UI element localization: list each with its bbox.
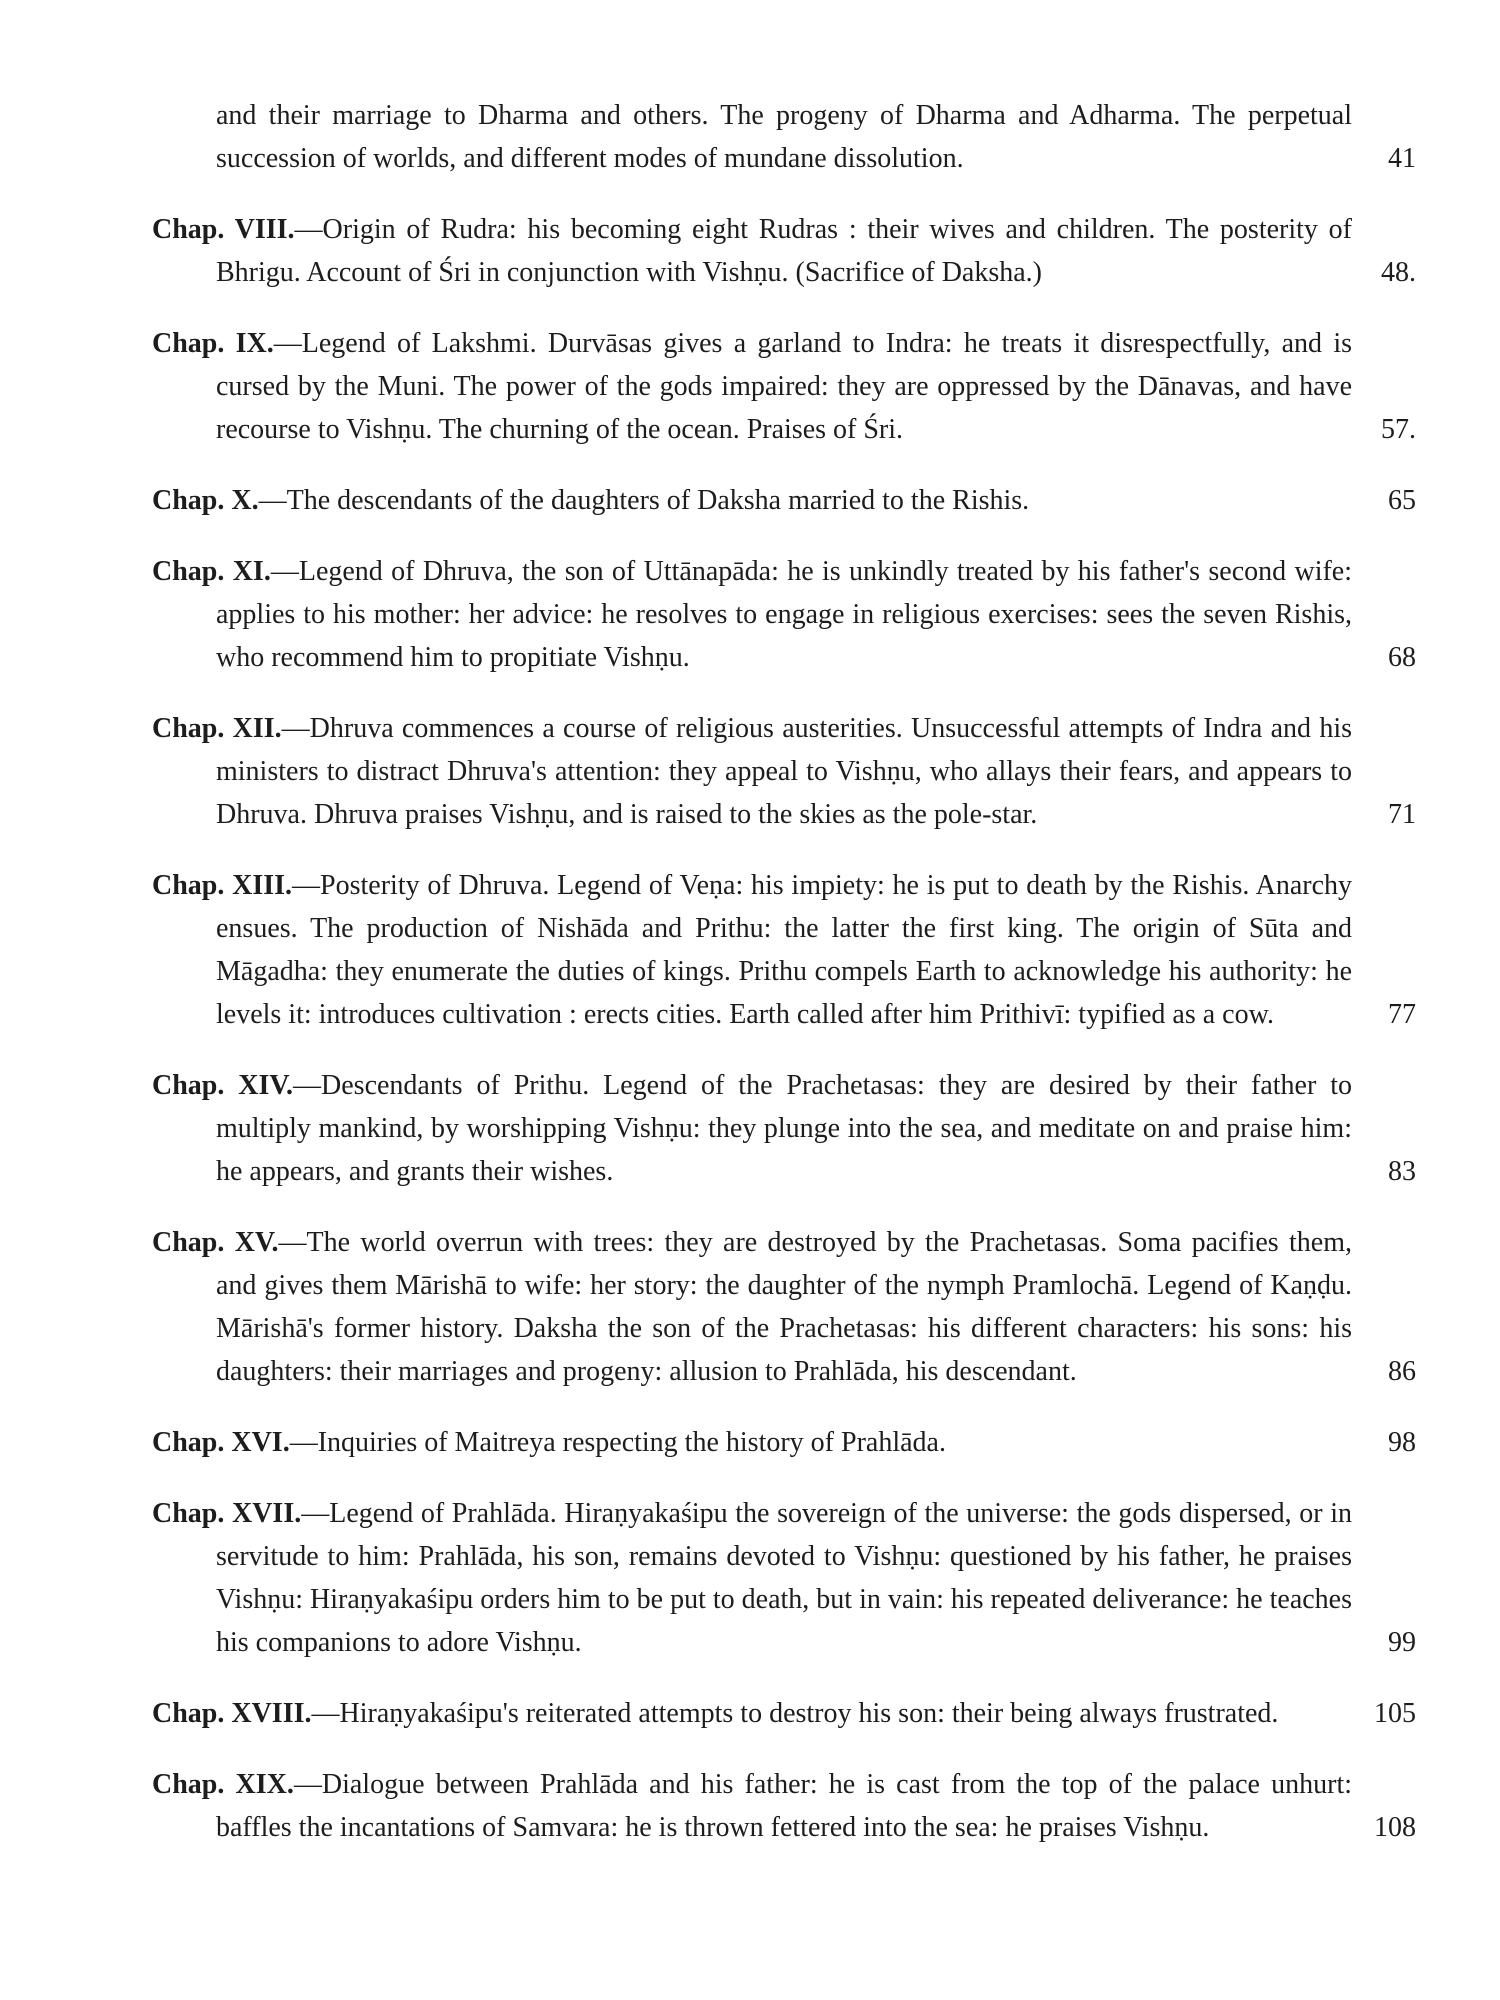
toc-entry-chap-15 <box>152 1221 1416 1393</box>
chapter-label: Chap. XI. <box>152 556 271 587</box>
page-number: 86 <box>1388 1356 1416 1387</box>
entry-text: —Dhruva commences a course of religious austerities. Unsuccessful attempts of Indra and his ministers to distract Dhruva's attention: they appeal to Vishṇu, who allays their fears, and appears to Dhruva. Dhruva praises Vishṇu, and is raised to the skies as the pole-star. <box>216 713 1352 830</box>
toc-entry-chap-13 <box>152 864 1416 1036</box>
entry-text: —Hiraṇyakaśipu's reiterated attempts to destroy his son: their being always frustrated. <box>311 1698 1279 1729</box>
chapter-label: Chap. XII. <box>152 713 282 744</box>
page-number: 83 <box>1388 1156 1416 1187</box>
chapter-label: Chap. VIII. <box>152 214 295 245</box>
chapter-label: Chap. XIII. <box>152 870 293 901</box>
entry-text: —Origin of Rudra: his becoming eight Rudras : their wives and children. The posterity of Bhrigu. Account of Śri in conjunction with Vishṇu. (Sacrifice of Daksha.) <box>216 214 1352 288</box>
page-number: 57. <box>1381 414 1416 445</box>
toc-entry-chap-11 <box>152 550 1416 679</box>
toc-entry-chap-10 <box>152 479 1416 522</box>
chapter-label: Chap. IX. <box>152 328 274 359</box>
toc-entry-chap-17 <box>152 1492 1416 1664</box>
entry-text: —Posterity of Dhruva. Legend of Veṇa: his impiety: he is put to death by the Rishis. Anarchy ensues. The production of Nishāda and Prithu: the latter the first king. The origin of Sūta and Māgadha: they enumerate the duties of kings. Prithu compels Earth to acknowledge his authority: he levels it: introduces cultivation : erects cities. Earth called after him Prithivī: typified as a cow. <box>216 870 1352 1030</box>
toc-entry-chap-16 <box>152 1421 1416 1464</box>
toc-entry-chap-12 <box>152 707 1416 836</box>
page-number: 48. <box>1381 257 1416 288</box>
entry-text: —The world overrun with trees: they are destroyed by the Prachetasas. Soma pacifies them, and gives them Mārishā to wife: her story: the daughter of the nymph Pramlochā. Legend of Kaṇḍu. Mārishā's former history. Daksha the son of the Prachetasas: his different characters: his sons: his daughters: their marriages and progeny: allusion to Prahlāda, his descendant. <box>216 1227 1352 1387</box>
toc-entry-continued <box>152 94 1416 180</box>
entry-text: —The descendants of the daughters of Daksha married to the Rishis. <box>258 485 1030 516</box>
page-number: 65 <box>1388 485 1416 516</box>
table-of-contents <box>152 94 1416 1861</box>
chapter-label: Chap. XIX. <box>152 1769 294 1800</box>
toc-entry-chap-14 <box>152 1064 1416 1193</box>
chapter-label: Chap. XV. <box>152 1227 279 1258</box>
chapter-label: Chap. XVI. <box>152 1427 290 1458</box>
toc-entry-chap-18 <box>152 1692 1416 1735</box>
chapter-label: Chap. X. <box>152 485 259 516</box>
page-number: 105 <box>1374 1698 1416 1729</box>
page-number: 108 <box>1374 1812 1416 1843</box>
entry-text: —Descendants of Prithu. Legend of the Prachetasas: they are desired by their father to multiply mankind, by worshipping Vishṇu: they plunge into the sea, and meditate on and praise him: he appears, and grants their wishes. <box>216 1070 1352 1187</box>
entry-text: —Inquiries of Maitreya respecting the history of Prahlāda. <box>289 1427 946 1458</box>
toc-entry-chap-8 <box>152 208 1416 294</box>
chapter-label: Chap. XVII. <box>152 1498 302 1529</box>
entry-text: —Legend of Dhruva, the son of Uttānapāda: he is unkindly treated by his father's second wife: applies to his mother: her advice: he resolves to engage in religious exercises: sees the seven Rishis, who recommend him to propitiate Vishṇu. <box>216 556 1353 673</box>
toc-entry-chap-19 <box>152 1763 1416 1849</box>
toc-entry-chap-9 <box>152 322 1416 451</box>
page-number: 41 <box>1388 143 1416 174</box>
entry-text: —Dialogue between Prahlāda and his father: he is cast from the top of the palace unhurt: baffles the incantations of Samvara: he is thrown fettered into the sea: he praises Vishṇu. <box>216 1769 1353 1843</box>
entry-text: and their marriage to Dharma and others. The progeny of Dharma and Adharma. The perpetual succession of worlds, and different modes of mundane dissolution. <box>216 100 1352 174</box>
chapter-label: Chap. XIV. <box>152 1070 294 1101</box>
page-number: 68 <box>1388 642 1416 673</box>
chapter-label: Chap. XVIII. <box>152 1698 312 1729</box>
entry-text: —Legend of Prahlāda. Hiraṇyakaśipu the sovereign of the universe: the gods dispersed, or in servitude to him: Prahlāda, his son, remains devoted to Vishṇu: questioned by his father, he praises Vishṇu: Hiraṇyakaśipu orders him to be put to death, but in vain: his repeated deliverance: he teaches his companions to adore Vishṇu. <box>216 1498 1352 1658</box>
entry-text: —Legend of Lakshmi. Durvāsas gives a garland to Indra: he treats it disrespectfully, and is cursed by the Muni. The power of the gods impaired: they are oppressed by the Dānavas, and have recourse to Vishṇu. The churning of the ocean. Praises of Śri. <box>216 328 1352 445</box>
page-number: 99 <box>1388 1627 1416 1658</box>
page-number: 71 <box>1388 799 1416 830</box>
page-number: 77 <box>1388 999 1416 1030</box>
page-number: 98 <box>1388 1427 1416 1458</box>
